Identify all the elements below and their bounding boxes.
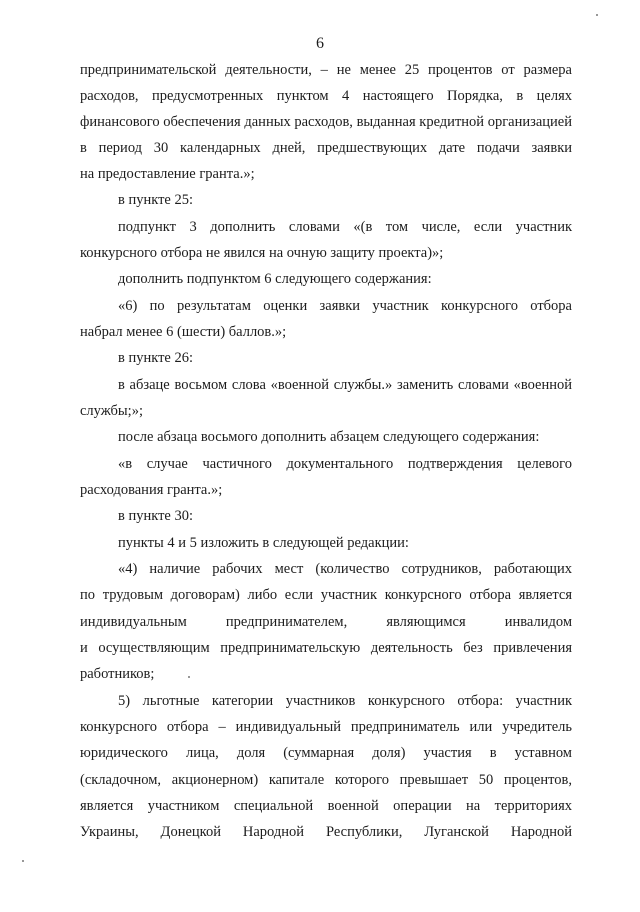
text-line: индивидуальным предпринимателем, являющимся инвалидом xyxy=(80,614,572,630)
text-line: в период 30 календарных дней, предшествующих дате подачи заявки xyxy=(80,140,572,156)
text-line: работников; xyxy=(80,666,155,682)
text-line: по трудовым договорам) либо если участник конкурсного отбора является xyxy=(80,587,572,603)
text-line: дополнить подпунктом 6 следующего содержания: xyxy=(118,271,432,287)
text-line: и осуществляющим предпринимательскую деятельность без привлечения xyxy=(80,640,572,656)
text-line: расходования гранта.»; xyxy=(80,482,223,498)
scan-speck xyxy=(596,14,598,16)
text-line: в пункте 25: xyxy=(118,192,194,208)
text-line: в абзаце восьмом слова «военной службы.» заменить словами «военной xyxy=(118,377,572,393)
text-line: расходов, предусмотренных пунктом 4 настоящего Порядка, в целях xyxy=(80,88,572,104)
text-line: юридического лица, доля (суммарная доля) участия в уставном xyxy=(80,745,572,761)
text-line: 5) льготные категории участников конкурсного отбора: участник xyxy=(118,693,572,709)
text-line: на предоставление гранта.»; xyxy=(80,166,255,182)
scan-speck xyxy=(22,860,24,862)
text-line: конкурсного отбора – индивидуальный предприниматель или учредитель xyxy=(80,719,572,735)
text-line: «в случае частичного документального подтверждения целевого xyxy=(118,456,572,472)
text-line: в пункте 26: xyxy=(118,350,194,366)
text-line: после абзаца восьмого дополнить абзацем следующего содержания: xyxy=(118,429,540,445)
text-line: «4) наличие рабочих мест (количество сотрудников, работающих xyxy=(118,561,572,577)
text-line: конкурсного отбора не явился на очную защиту проекта)»; xyxy=(80,245,444,261)
text-line: набрал менее 6 (шести) баллов.»; xyxy=(80,324,287,340)
page-number: 6 xyxy=(316,35,324,52)
scan-speck xyxy=(188,676,190,678)
text-line: является участником специальной военной операции на территориях xyxy=(80,798,572,814)
text-line: службы;»; xyxy=(80,403,143,419)
text-line: в пункте 30: xyxy=(118,508,194,524)
text-line: Украины, Донецкой Народной Республики, Луганской Народной xyxy=(80,824,572,840)
text-line: подпункт 3 дополнить словами «(в том числе, если участник xyxy=(118,219,572,235)
text-line: пункты 4 и 5 изложить в следующей редакции: xyxy=(118,535,409,551)
text-line: «6) по результатам оценки заявки участник конкурсного отбора xyxy=(118,298,572,314)
text-line: (складочном, акционерном) капитале которого превышает 50 процентов, xyxy=(80,772,572,788)
text-line: предпринимательской деятельности, – не менее 25 процентов от размера xyxy=(80,62,572,78)
text-line: финансового обеспечения данных расходов, выданная кредитной организацией xyxy=(80,114,572,130)
